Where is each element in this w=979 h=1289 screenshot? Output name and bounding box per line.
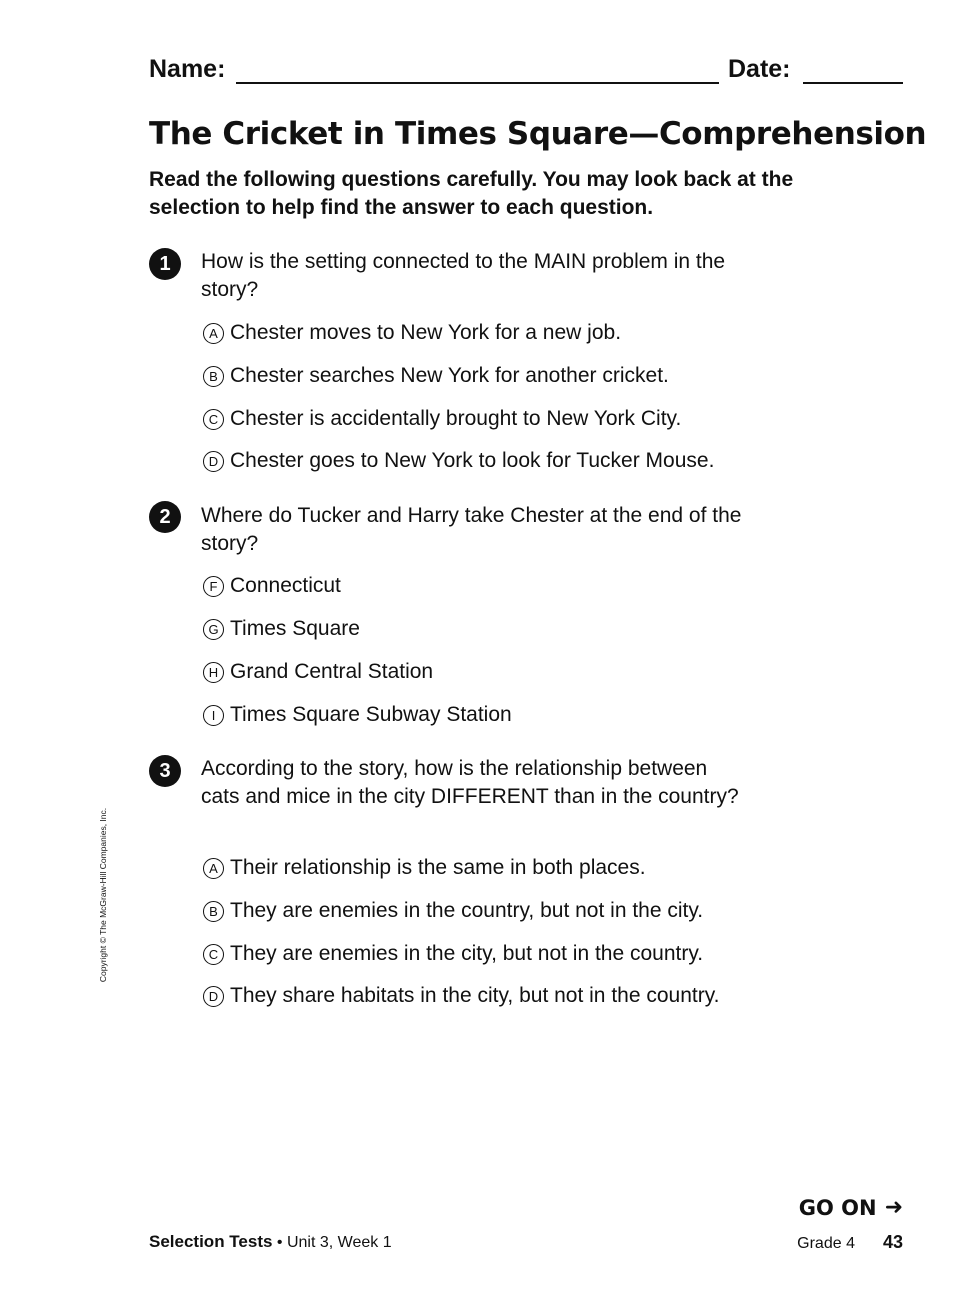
question-number: 3 [149, 755, 181, 787]
answer-text: Chester goes to New York to look for Tucker Mouse. [230, 449, 715, 472]
date-field[interactable] [803, 56, 903, 84]
answer-bubble[interactable]: D [203, 451, 224, 472]
question-number: 2 [149, 501, 181, 533]
answer-bubble[interactable]: C [203, 409, 224, 430]
answer-option[interactable] [203, 897, 703, 925]
question-number: 1 [149, 248, 181, 280]
answer-bubble[interactable]: F [203, 576, 224, 597]
answer-text: They are enemies in the city, but not in the country. [230, 942, 704, 965]
answer-option[interactable] [203, 982, 720, 1010]
answer-text: Their relationship is the same in both places. [230, 856, 646, 879]
page-title: The Cricket in Times Square—Comprehension [149, 116, 927, 152]
grade-label: Grade 4 [797, 1235, 855, 1252]
answer-bubble[interactable]: A [203, 323, 224, 344]
answer-text: They are enemies in the country, but not in the city. [230, 899, 704, 922]
bullet-separator: • [276, 1234, 283, 1251]
answer-bubble[interactable]: B [203, 366, 224, 387]
name-field[interactable] [236, 56, 719, 84]
answer-option[interactable] [203, 854, 646, 882]
book-title: Selection Tests [149, 1232, 273, 1251]
copyright-notice: Copyright © The McGraw-Hill Companies, Inc. [98, 807, 108, 983]
go-on-label: GO ON [798, 1196, 877, 1220]
answer-text: Grand Central Station [230, 660, 434, 683]
answer-option[interactable] [203, 405, 681, 433]
answer-bubble[interactable]: B [203, 901, 224, 922]
answer-bubble[interactable]: C [203, 944, 224, 965]
answer-option[interactable] [203, 362, 669, 390]
instructions: Read the following questions carefully. You may look back at the selection to help find the answer to each question. [149, 168, 794, 219]
page-number: 43 [882, 1232, 903, 1252]
question-text: According to the story, how is the relationship between cats and mice in the city DIFFERENT than in the country? [201, 757, 739, 808]
answer-bubble[interactable]: A [203, 858, 224, 879]
answer-text: Chester moves to New York for a new job. [230, 321, 622, 344]
answer-bubble[interactable]: I [203, 705, 224, 726]
answer-option[interactable] [203, 447, 714, 475]
question-text: How is the setting connected to the MAIN problem in the story? [201, 250, 726, 301]
date-label: Date: [728, 55, 791, 83]
answer-text: Times Square [230, 617, 360, 640]
answer-option[interactable] [203, 940, 703, 968]
answer-bubble[interactable]: D [203, 986, 224, 1007]
question-text: Where do Tucker and Harry take Chester at the end of the story? [201, 504, 742, 555]
answer-bubble[interactable]: G [203, 619, 224, 640]
answer-option[interactable] [203, 701, 512, 729]
answer-text: Chester is accidentally brought to New York City. [230, 407, 682, 430]
arrow-right-icon: ➜ [884, 1195, 903, 1220]
name-label: Name: [149, 55, 226, 83]
unit-week: Unit 3, Week 1 [286, 1234, 392, 1251]
answer-text: Times Square Subway Station [230, 703, 512, 726]
answer-option[interactable] [203, 319, 621, 347]
name-date-row [149, 52, 903, 86]
answer-bubble[interactable]: H [203, 662, 224, 683]
footer-source [149, 1231, 392, 1254]
answer-text: They share habitats in the city, but not in the country. [230, 984, 720, 1007]
go-on-indicator [799, 1193, 903, 1223]
footer-page-info [797, 1231, 903, 1255]
answer-option[interactable] [203, 658, 433, 686]
answer-option[interactable] [203, 615, 360, 643]
answer-text: Connecticut [230, 574, 341, 597]
answer-option[interactable] [203, 572, 341, 600]
answer-text: Chester searches New York for another cricket. [230, 364, 669, 387]
